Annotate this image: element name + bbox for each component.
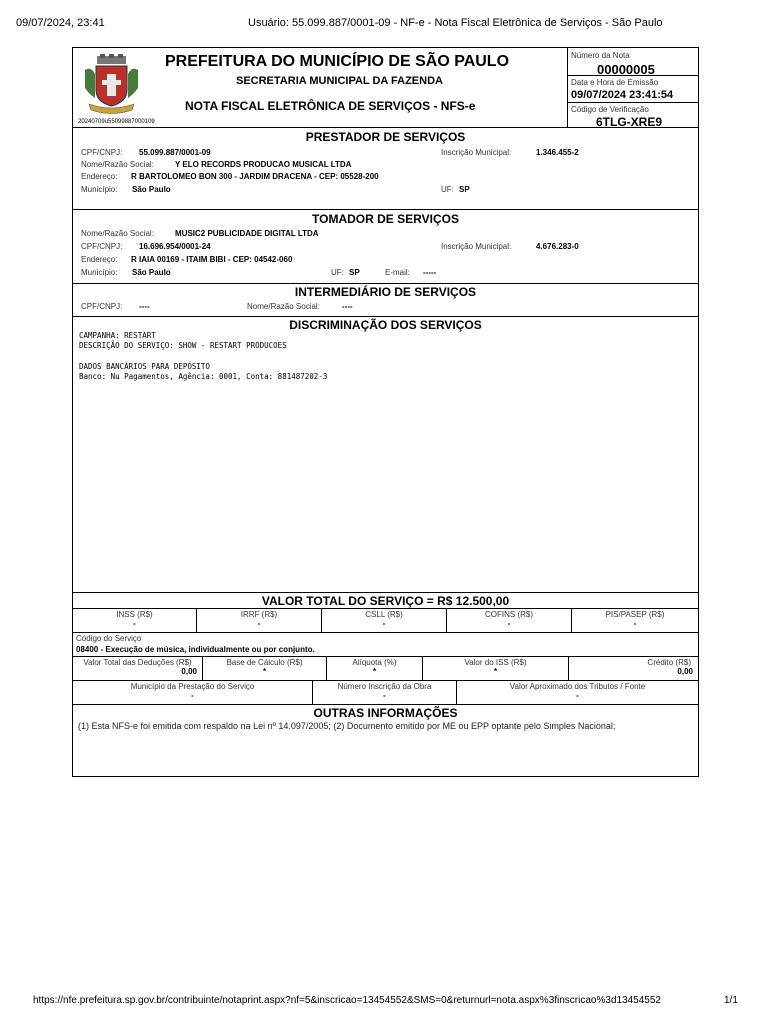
- page-print-header: [0, 17, 768, 31]
- tomador-nome-value: MUSIC2 PUBLICIDADE DIGITAL LTDA: [175, 229, 319, 238]
- discriminacao-line: Banco: Nu Pagamentos, Agência: 0001, Conta: 881487202-3: [79, 372, 328, 381]
- inss-cell: [73, 609, 197, 632]
- prestador-uf-label: UF:: [441, 185, 454, 194]
- cofins-label: COFINS (R$): [485, 610, 533, 619]
- discriminacao-line: CAMPANHA: RESTART: [79, 331, 156, 340]
- inss-value: -: [133, 619, 136, 628]
- irrf-cell: [197, 609, 322, 632]
- tomador-municipio-value: São Paulo: [132, 268, 171, 277]
- tomador-email-label: E-mail:: [385, 268, 410, 277]
- verificacao-row: [568, 103, 698, 128]
- aprox-cell: [457, 681, 698, 704]
- intermediario-cpf-label: CPF/CNPJ:: [81, 302, 123, 311]
- discriminacao-section: [73, 317, 698, 593]
- credito-cell: [569, 657, 698, 680]
- prestador-cpf-value: 55.099.887/0001-09: [139, 148, 211, 157]
- tomador-cpf-label: CPF/CNPJ:: [81, 242, 123, 251]
- codigo-servico-label: Código do Serviço: [76, 634, 142, 643]
- tomador-endereco-value: R IAIA 00169 - ITAIM BIBI - CEP: 04542-060: [131, 255, 293, 264]
- valor-total-row: [73, 593, 698, 609]
- secretaria-subtitle: SECRETARIA MUNICIPAL DA FAZENDA: [236, 75, 443, 87]
- calculo-row: [73, 657, 698, 681]
- intermediario-section: [73, 284, 698, 317]
- prestador-municipio-label: Município:: [81, 185, 118, 194]
- emissao-label: Data e Hora de Emissão: [571, 78, 659, 87]
- intermediario-cpf-value: ----: [139, 302, 150, 311]
- discriminacao-line: DADOS BANCÁRIOS PARA DEPÓSITO: [79, 362, 210, 371]
- numero-nota-value: 00000005: [597, 62, 655, 77]
- credito-label: Crédito (R$): [647, 658, 691, 667]
- codigo-servico-value: 08400 - Execução de música, individualmente ou por conjunto.: [76, 645, 315, 654]
- page-print-footer: [0, 995, 768, 1009]
- prestador-im-label: Inscrição Municipal:: [441, 148, 512, 157]
- aliquota-label: Alíquota (%): [352, 658, 397, 667]
- iss-cell: [423, 657, 569, 680]
- tomador-section: [73, 210, 698, 284]
- emissao-row: [568, 76, 698, 103]
- verificacao-value: 6TLG-XRE9: [596, 115, 663, 129]
- print-datetime: 09/07/2024, 23:41: [16, 17, 105, 29]
- tomador-endereco-label: Endereço:: [81, 255, 118, 264]
- outras-text: (1) Esta NFS-e foi emitida com respaldo na Lei nº 14.097/2005; (2) Documento emitido por ME ou EPP optante pelo Simples Nacional;: [78, 721, 616, 731]
- obra-value: -: [383, 691, 386, 700]
- outras-title: OUTRAS INFORMAÇÕES: [313, 706, 458, 720]
- aliquota-value: *: [372, 667, 377, 676]
- csll-cell: [322, 609, 447, 632]
- pis-label: PIS/PASEP (R$): [605, 610, 665, 619]
- discriminacao-line: DESCRIÇÃO DO SERVIÇO: SHOW - RESTART PRODUCOES: [79, 341, 287, 350]
- prestador-municipio-value: São Paulo: [132, 185, 171, 194]
- aprox-label: Valor Aproximado dos Tributos / Fonte: [509, 682, 646, 691]
- prefeitura-title: PREFEITURA DO MUNICÍPIO DE SÃO PAULO: [165, 53, 510, 70]
- iss-label: Valor do ISS (R$): [464, 658, 527, 667]
- inss-label: INSS (R$): [116, 610, 153, 619]
- note-info-box: [567, 48, 698, 128]
- tomador-cpf-value: 16.696.954/0001-24: [139, 242, 211, 251]
- irrf-label: IRRF (R$): [240, 610, 278, 619]
- tomador-uf-label: UF:: [331, 268, 344, 277]
- intermediario-nome-value: ----: [342, 302, 353, 311]
- base-label: Base de Cálculo (R$): [226, 658, 303, 667]
- prestador-nome-value: Y ELO RECORDS PRODUCAO MUSICAL LTDA: [175, 160, 352, 169]
- codigo-servico-row: [73, 633, 698, 657]
- pis-value: -: [633, 619, 637, 628]
- prestador-cpf-label: CPF/CNPJ:: [81, 148, 123, 157]
- csll-value: -: [382, 619, 386, 628]
- discriminacao-title: DISCRIMINAÇÃO DOS SERVIÇOS: [289, 318, 482, 332]
- verificacao-label: Código de Verificação: [571, 105, 649, 114]
- prestador-endereco-value: R BARTOLOMEO BON 300 - JARDIM DRACENA - CEP: 05528-200: [131, 172, 379, 181]
- base-value: *: [262, 667, 267, 676]
- municipio-prestacao-value: -: [191, 691, 194, 700]
- print-title: Usuário: 55.099.887/0001-09 - NF-e - Nota Fiscal Eletrônica de Serviços - São Paulo: [248, 17, 663, 29]
- cofins-cell: [447, 609, 572, 632]
- nfse-document: [72, 47, 699, 777]
- tributos-row: [73, 609, 698, 633]
- barcode-text: 20240709u55099887000109: [78, 119, 155, 125]
- tomador-im-label: Inscrição Municipal:: [441, 242, 512, 251]
- intermediario-nome-label: Nome/Razão Social:: [247, 302, 320, 311]
- numero-nota-label: Número da Nota: [571, 51, 630, 60]
- tomador-email-value: -----: [423, 268, 437, 277]
- csll-label: CSLL (R$): [365, 610, 403, 619]
- document-header: [73, 48, 698, 128]
- intermediario-title: INTERMEDIÁRIO DE SERVIÇOS: [294, 285, 477, 299]
- obra-label: Número Inscrição da Obra: [337, 682, 432, 691]
- numero-nota-row: [568, 48, 698, 76]
- tomador-title: TOMADOR DE SERVIÇOS: [312, 212, 459, 226]
- prestador-endereco-label: Endereço:: [81, 172, 118, 181]
- base-cell: [203, 657, 327, 680]
- deducoes-value: 0,00: [181, 667, 197, 676]
- valor-total: VALOR TOTAL DO SERVIÇO = R$ 12.500,00: [261, 594, 510, 608]
- aliquota-cell: [327, 657, 423, 680]
- municipio-prestacao-cell: [73, 681, 313, 704]
- prestador-nome-label: Nome/Razão Social:: [81, 160, 154, 169]
- print-page-number: 1/1: [724, 995, 738, 1006]
- tomador-uf-value: SP: [349, 268, 360, 277]
- aprox-value: -: [576, 691, 579, 700]
- prestador-section: [73, 128, 698, 210]
- prestacao-row: [73, 681, 698, 705]
- deducoes-label: Valor Total das Deduções (R$): [83, 658, 192, 667]
- tomador-municipio-label: Município:: [81, 268, 118, 277]
- emissao-value: 09/07/2024 23:41:54: [571, 89, 674, 101]
- iss-value: *: [493, 667, 498, 676]
- prestador-im-value: 1.346.455-2: [536, 148, 579, 157]
- sao-paulo-crest-icon: [83, 54, 140, 116]
- cofins-value: -: [507, 619, 511, 628]
- municipio-prestacao-label: Município da Prestação do Serviço: [130, 682, 255, 691]
- print-url: https://nfe.prefeitura.sp.gov.br/contribuinte/notaprint.aspx?nf=5&inscricao=13454552&SMS=0&returnurl=nota.aspx%3finscricao%3d13454552: [33, 995, 661, 1006]
- prestador-uf-value: SP: [459, 185, 470, 194]
- obra-cell: [313, 681, 457, 704]
- outras-section: [73, 705, 698, 776]
- document-title: NOTA FISCAL ELETRÔNICA DE SERVIÇOS - NFS-e: [185, 99, 476, 113]
- tomador-im-value: 4.676.283-0: [536, 242, 579, 251]
- irrf-value: -: [257, 619, 261, 628]
- deducoes-cell: [73, 657, 203, 680]
- tomador-nome-label: Nome/Razão Social:: [81, 229, 154, 238]
- prestador-title: PRESTADOR DE SERVIÇOS: [305, 130, 466, 144]
- credito-value: 0,00: [677, 667, 693, 676]
- pis-cell: [572, 609, 698, 632]
